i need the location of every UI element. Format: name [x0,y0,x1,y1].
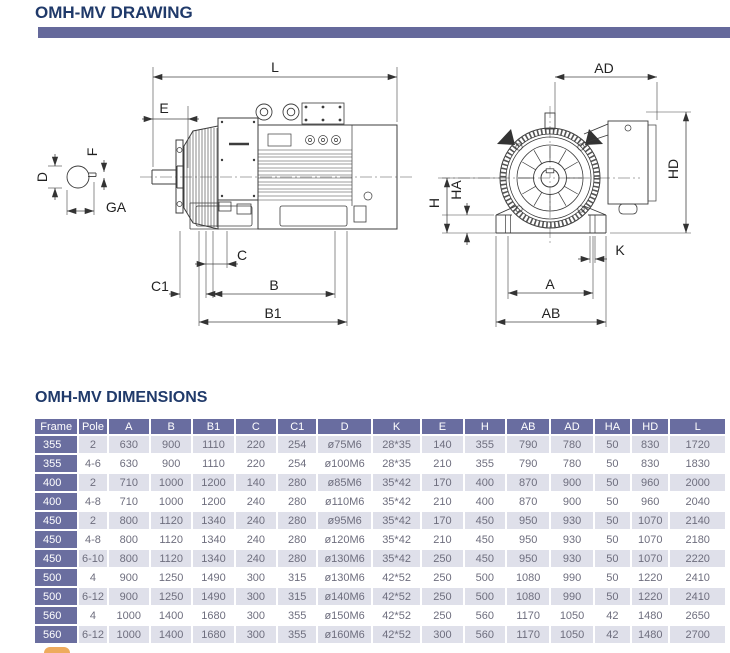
dimension-cell: 300 [236,588,276,605]
dimension-cell: 1050 [551,607,592,624]
col-header-frame: Frame [35,419,77,434]
dimension-cell: 50 [595,550,630,567]
dimension-cell: 710 [109,474,149,491]
dimension-cell: 6-12 [79,626,106,643]
dimension-cell: 960 [632,493,668,510]
dimension-cell: ø120M6 [318,531,370,548]
col-header-c: C [236,419,276,434]
nameplate [268,134,291,146]
dimension-cell: ø130M6 [318,569,370,586]
table-row [35,455,725,472]
dimension-cell: 315 [278,588,316,605]
dimension-cell: 50 [595,436,630,453]
dimension-cell: 42 [595,626,630,643]
dim-label-ab: AB [541,305,561,321]
frame-cell: 450 [35,550,77,567]
dimension-cell: 950 [507,531,549,548]
table-row [35,550,725,567]
table-row [35,512,725,529]
dim-label-a: A [545,276,555,292]
dimension-cell: ø100M6 [318,455,370,472]
dimension-cell: 2650 [670,607,725,624]
terminal-plate [302,103,344,124]
frame-cell: 355 [35,455,77,472]
dimension-cell: 250 [422,607,462,624]
motor-feet [190,202,396,229]
keyway [546,169,554,173]
dimension-cell: 2410 [670,569,725,586]
dimension-cell: 950 [507,512,549,529]
dimension-cell: 1070 [632,512,668,529]
dimension-cell: ø150M6 [318,607,370,624]
dim-label-ha: HA [448,180,464,200]
dimension-cell: 50 [595,512,630,529]
dimension-cell: 790 [507,436,549,453]
table-row [35,474,725,491]
dimension-cell: 900 [151,436,191,453]
dimension-cell: 400 [465,493,505,510]
dim-label-c: C [236,247,248,263]
dimension-cell: 2 [79,474,106,491]
frame-cell: 400 [35,474,77,491]
dimension-cell: 280 [278,493,316,510]
frame-cell: 500 [35,569,77,586]
dim-label-hd: HD [665,158,681,180]
dimension-cell: 250 [422,550,462,567]
table-row [35,626,725,643]
front-feet [496,206,606,233]
dimension-cell: 250 [422,588,462,605]
dimension-cell: 630 [109,436,149,453]
dimension-cell: 50 [595,493,630,510]
col-header-h: H [465,419,505,434]
dim-label-ga: GA [105,199,127,215]
lifting-eyes [256,104,299,120]
dimension-cell: 254 [278,455,316,472]
dimension-cell: 900 [551,474,592,491]
dimension-cell: 1250 [151,588,191,605]
dimensions-table [33,417,727,645]
dimension-cell: 1200 [193,493,233,510]
dimension-cell: 240 [236,531,276,548]
dimension-cell: 1120 [151,531,191,548]
dimension-cell: 400 [465,474,505,491]
dimension-cell: 1070 [632,550,668,567]
dimension-cell: 280 [278,550,316,567]
dimension-cell: 2180 [670,531,725,548]
dimension-cell: 4-8 [79,493,106,510]
dimension-cell: 2040 [670,493,725,510]
dim-label-f: F [84,147,100,157]
dimension-cell: 1830 [670,455,725,472]
dimension-cell: 42*52 [373,626,420,643]
dimension-cell: ø85M6 [318,474,370,491]
dimension-cell: 1120 [151,512,191,529]
dimension-cell: 1120 [151,550,191,567]
dimension-cell: 780 [551,455,592,472]
dim-label-l: L [271,59,279,75]
dimension-cell: 35*42 [373,550,420,567]
dimension-cell: 630 [109,455,149,472]
dimension-cell: 240 [236,512,276,529]
dimension-cell: 2140 [670,512,725,529]
dimension-cell: 830 [632,436,668,453]
dimension-cell: 1400 [151,607,191,624]
dimension-cell: ø130M6 [318,550,370,567]
dimension-cell: 500 [465,588,505,605]
dimension-cell: 355 [465,436,505,453]
table-row [35,569,725,586]
dimension-cell: 280 [278,512,316,529]
shaft-section-detail [67,166,96,188]
dimension-cell: 300 [236,626,276,643]
dimensions-table-body [35,436,725,643]
dimension-cell: 220 [236,436,276,453]
dimension-cell: 6-12 [79,588,106,605]
dim-label-b1: B1 [264,305,282,321]
dimension-cell: 2 [79,512,106,529]
col-header-k: K [373,419,420,434]
dimension-cell: 355 [278,626,316,643]
cable-gland [619,204,637,214]
dimension-cell: 1490 [193,569,233,586]
dimension-cell: 900 [109,588,149,605]
dim-label-ad: AD [594,60,614,76]
dimension-cell: 1070 [632,531,668,548]
dimension-cell: 355 [278,607,316,624]
dimension-cell: 50 [595,531,630,548]
dimension-cell: 4-6 [79,455,106,472]
dimension-cell: ø75M6 [318,436,370,453]
dimension-cell: 870 [507,474,549,491]
dimension-cell: 300 [422,626,462,643]
table-row [35,531,725,548]
dimension-cell: 1000 [151,493,191,510]
dimension-cell: 254 [278,436,316,453]
dimension-cell: 140 [422,436,462,453]
col-header-ab: AB [507,419,549,434]
cable-entries [306,136,341,145]
dimension-cell: 50 [595,569,630,586]
front-view-drawing [438,106,656,246]
dimension-cell: 450 [465,512,505,529]
dimension-cell: 240 [236,550,276,567]
dimension-cell: 280 [278,474,316,491]
dimension-cell: 780 [551,436,592,453]
page-title-dimensions: OMH-MV DIMENSIONS [35,389,208,406]
dimension-cell: 50 [595,474,630,491]
dim-label-c1: C1 [151,278,169,294]
dimension-cell: 960 [632,474,668,491]
page-title-drawing: OMH-MV DRAWING [35,3,193,22]
dimension-cell: 1170 [507,626,549,643]
dimension-cell: 4-8 [79,531,106,548]
dimension-labels [34,59,681,321]
dimension-cell: ø110M6 [318,493,370,510]
fan-cover [176,126,218,229]
dimension-cell: 140 [236,474,276,491]
logo-fragment [44,647,70,653]
dimension-cell: 560 [465,607,505,624]
dimension-cell: 870 [507,493,549,510]
dimension-lines [48,67,691,327]
side-view-drawing [140,103,412,229]
dimension-cell: 1340 [193,512,233,529]
dimension-cell: 2410 [670,588,725,605]
dimension-cell: 1050 [551,626,592,643]
dimension-cell: 950 [507,550,549,567]
dimension-cell: 170 [422,512,462,529]
dimension-cell: 900 [551,493,592,510]
dimension-cell: 930 [551,531,592,548]
dimension-cell: 35*42 [373,474,420,491]
dimension-cell: 1340 [193,550,233,567]
dimension-cell: 450 [465,531,505,548]
dimension-cell: 50 [595,588,630,605]
dimension-cell: 1080 [507,569,549,586]
dimension-cell: 210 [422,531,462,548]
col-header-c1: C1 [278,419,316,434]
dimension-cell: 2 [79,436,106,453]
dimension-cell: 1000 [109,607,149,624]
dimension-cell: 1720 [670,436,725,453]
col-header-d: D [318,419,370,434]
col-header-ha: HA [595,419,630,434]
dimension-cell: 35*42 [373,512,420,529]
dimension-cell: 315 [278,569,316,586]
col-header-a: A [109,419,149,434]
dim-label-b: B [269,277,279,293]
dim-label-k: K [615,242,625,258]
dimension-cell: 300 [236,569,276,586]
drain-plug [364,192,372,200]
frame-cell: 560 [35,607,77,624]
dimension-cell: 1080 [507,588,549,605]
dimension-cell: 500 [465,569,505,586]
frame-cell: 500 [35,588,77,605]
dimension-cell: 1220 [632,588,668,605]
dimension-cell: 42*52 [373,607,420,624]
dim-label-e: E [159,100,169,116]
dimension-cell: 1480 [632,626,668,643]
dimension-cell: 1110 [193,436,233,453]
dimension-cell: 1170 [507,607,549,624]
dimension-cell: 800 [109,512,149,529]
dimension-cell: 170 [422,474,462,491]
dim-label-d: D [34,171,50,183]
dimension-cell: 4 [79,569,106,586]
dimension-cell: 28*35 [373,455,420,472]
dimension-cell: 210 [422,455,462,472]
dimension-cell: 800 [109,550,149,567]
table-row [35,588,725,605]
dimension-cell: ø95M6 [318,512,370,529]
dimension-cell: 250 [422,569,462,586]
dimension-cell: 210 [422,493,462,510]
frame-cell: 400 [35,493,77,510]
dimension-cell: 900 [151,455,191,472]
dimension-cell: 1490 [193,588,233,605]
col-header-e: E [422,419,462,434]
col-header-b1: B1 [193,419,233,434]
frame-cell: 355 [35,436,77,453]
table-header-row [35,419,725,434]
dimension-cell: 6-10 [79,550,106,567]
dimension-cell: 1480 [632,607,668,624]
dimension-cell: 42*52 [373,588,420,605]
dimension-cell: 830 [632,455,668,472]
dimension-cell: 1000 [109,626,149,643]
dimension-cell: 300 [236,607,276,624]
dimension-cell: 800 [109,531,149,548]
dimension-cell: 990 [551,588,592,605]
dimension-cell: 355 [465,455,505,472]
table-row [35,436,725,453]
dimension-cell: 930 [551,512,592,529]
dimension-cell: 930 [551,550,592,567]
frame-cell: 560 [35,626,77,643]
dimension-cell: 240 [236,493,276,510]
dimension-cell: 1340 [193,531,233,548]
dimension-cell: 790 [507,455,549,472]
dimension-cell: 900 [109,569,149,586]
dimension-cell: 220 [236,455,276,472]
dimension-cell: 1680 [193,626,233,643]
dimension-cell: 990 [551,569,592,586]
dimension-cell: ø140M6 [318,588,370,605]
dimension-cell: 1220 [632,569,668,586]
col-header-l: L [670,419,725,434]
frame-cell: 450 [35,512,77,529]
dimension-cell: 280 [278,531,316,548]
col-header-b: B [151,419,191,434]
dimension-cell: 1200 [193,474,233,491]
dimension-cell: 2000 [670,474,725,491]
dimension-cell: 35*42 [373,531,420,548]
table-row [35,493,725,510]
dimension-cell: 560 [465,626,505,643]
dimension-cell: 1000 [151,474,191,491]
dimension-cell: 28*35 [373,436,420,453]
dimension-cell: 1250 [151,569,191,586]
dimension-cell: 50 [595,455,630,472]
col-header-hd: HD [632,419,668,434]
dim-label-h: H [426,197,442,209]
dimension-cell: 42 [595,607,630,624]
dimension-cell: 1680 [193,607,233,624]
dimension-cell: 2700 [670,626,725,643]
frame-cell: 450 [35,531,77,548]
dimension-cell: 2220 [670,550,725,567]
dimension-cell: 35*42 [373,493,420,510]
col-header-ad: AD [551,419,592,434]
dimension-cell: 450 [465,550,505,567]
access-panel [218,118,258,200]
dimension-cell: ø160M6 [318,626,370,643]
dimension-cell: 710 [109,493,149,510]
dimension-cell: 42*52 [373,569,420,586]
dimension-cell: 1400 [151,626,191,643]
table-row [35,607,725,624]
dimension-cell: 4 [79,607,106,624]
col-header-pole: Pole [79,419,106,434]
dimension-cell: 1110 [193,455,233,472]
